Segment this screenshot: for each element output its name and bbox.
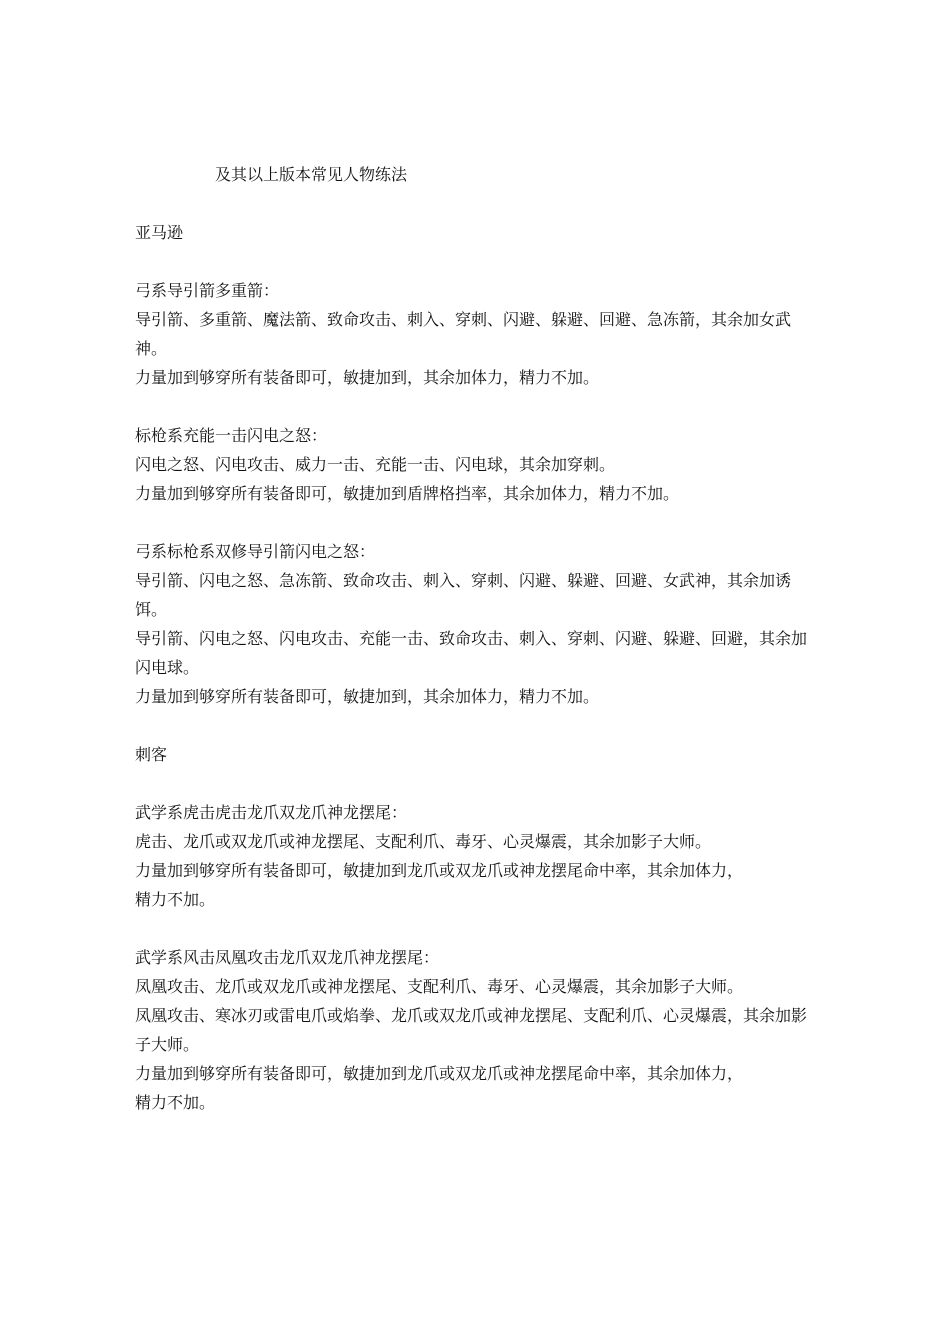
paragraph-block xyxy=(135,421,820,508)
paragraph-block xyxy=(135,943,820,1117)
text-line: 精力不加。 xyxy=(135,1093,216,1112)
text-line: 导引箭、闪电之怒、急冻箭、致命攻击、刺入、穿刺、闪避、躲避、回避、女武神，其余加诱饵。 xyxy=(135,571,792,619)
text-line: 凤凰攻击、龙爪或双龙爪或神龙摆尾、支配利爪、毒牙、心灵爆震，其余加影子大师。 xyxy=(135,977,744,996)
section-heading: 亚马逊 xyxy=(135,223,184,242)
text-line: 力量加到够穿所有装备即可，敏捷加到盾牌格挡率，其余加体力，精力不加。 xyxy=(135,484,680,503)
block-subheading: 弓系导引箭多重箭： xyxy=(135,281,280,300)
document-title: 及其以上版本常见人物练法 xyxy=(215,165,408,184)
text-line: 力量加到够穿所有装备即可，敏捷加到龙爪或双龙爪或神龙摆尾命中率，其余加体力， xyxy=(135,1064,744,1083)
paragraph-block xyxy=(135,798,820,914)
paragraph-block xyxy=(135,276,820,392)
text-line: 凤凰攻击、寒冰刃或雷电爪或焰拳、龙爪或双龙爪或神龙摆尾、支配利爪、心灵爆震，其余加影子大师。 xyxy=(135,1006,808,1054)
document-body xyxy=(135,160,820,1146)
section-heading: 刺客 xyxy=(135,745,168,764)
block-subheading: 弓系标枪系双修导引箭闪电之怒： xyxy=(135,542,376,561)
text-line: 虎击、龙爪或双龙爪或神龙摆尾、支配利爪、毒牙、心灵爆震，其余加影子大师。 xyxy=(135,832,712,851)
block-subheading: 武学系风击凤凰攻击龙爪双龙爪神龙摆尾： xyxy=(135,948,440,967)
text-line: 精力不加。 xyxy=(135,890,216,909)
paragraph-block xyxy=(135,537,820,711)
text-line: 闪电之怒、闪电攻击、威力一击、充能一击、闪电球，其余加穿刺。 xyxy=(135,455,616,474)
text-line: 导引箭、多重箭、魔法箭、致命攻击、刺入、穿刺、闪避、躲避、回避、急冻箭，其余加女武神。 xyxy=(135,310,792,358)
block-subheading: 标枪系充能一击闪电之怒： xyxy=(135,426,328,445)
text-line: 导引箭、闪电之怒、闪电攻击、充能一击、致命攻击、刺入、穿刺、闪避、躲避、回避，其余加闪电球。 xyxy=(135,629,808,677)
block-subheading: 武学系虎击虎击龙爪双龙爪神龙摆尾： xyxy=(135,803,408,822)
text-line: 力量加到够穿所有装备即可，敏捷加到，其余加体力，精力不加。 xyxy=(135,368,600,387)
text-line: 力量加到够穿所有装备即可，敏捷加到龙爪或双龙爪或神龙摆尾命中率，其余加体力， xyxy=(135,861,744,880)
text-line: 力量加到够穿所有装备即可，敏捷加到，其余加体力，精力不加。 xyxy=(135,687,600,706)
